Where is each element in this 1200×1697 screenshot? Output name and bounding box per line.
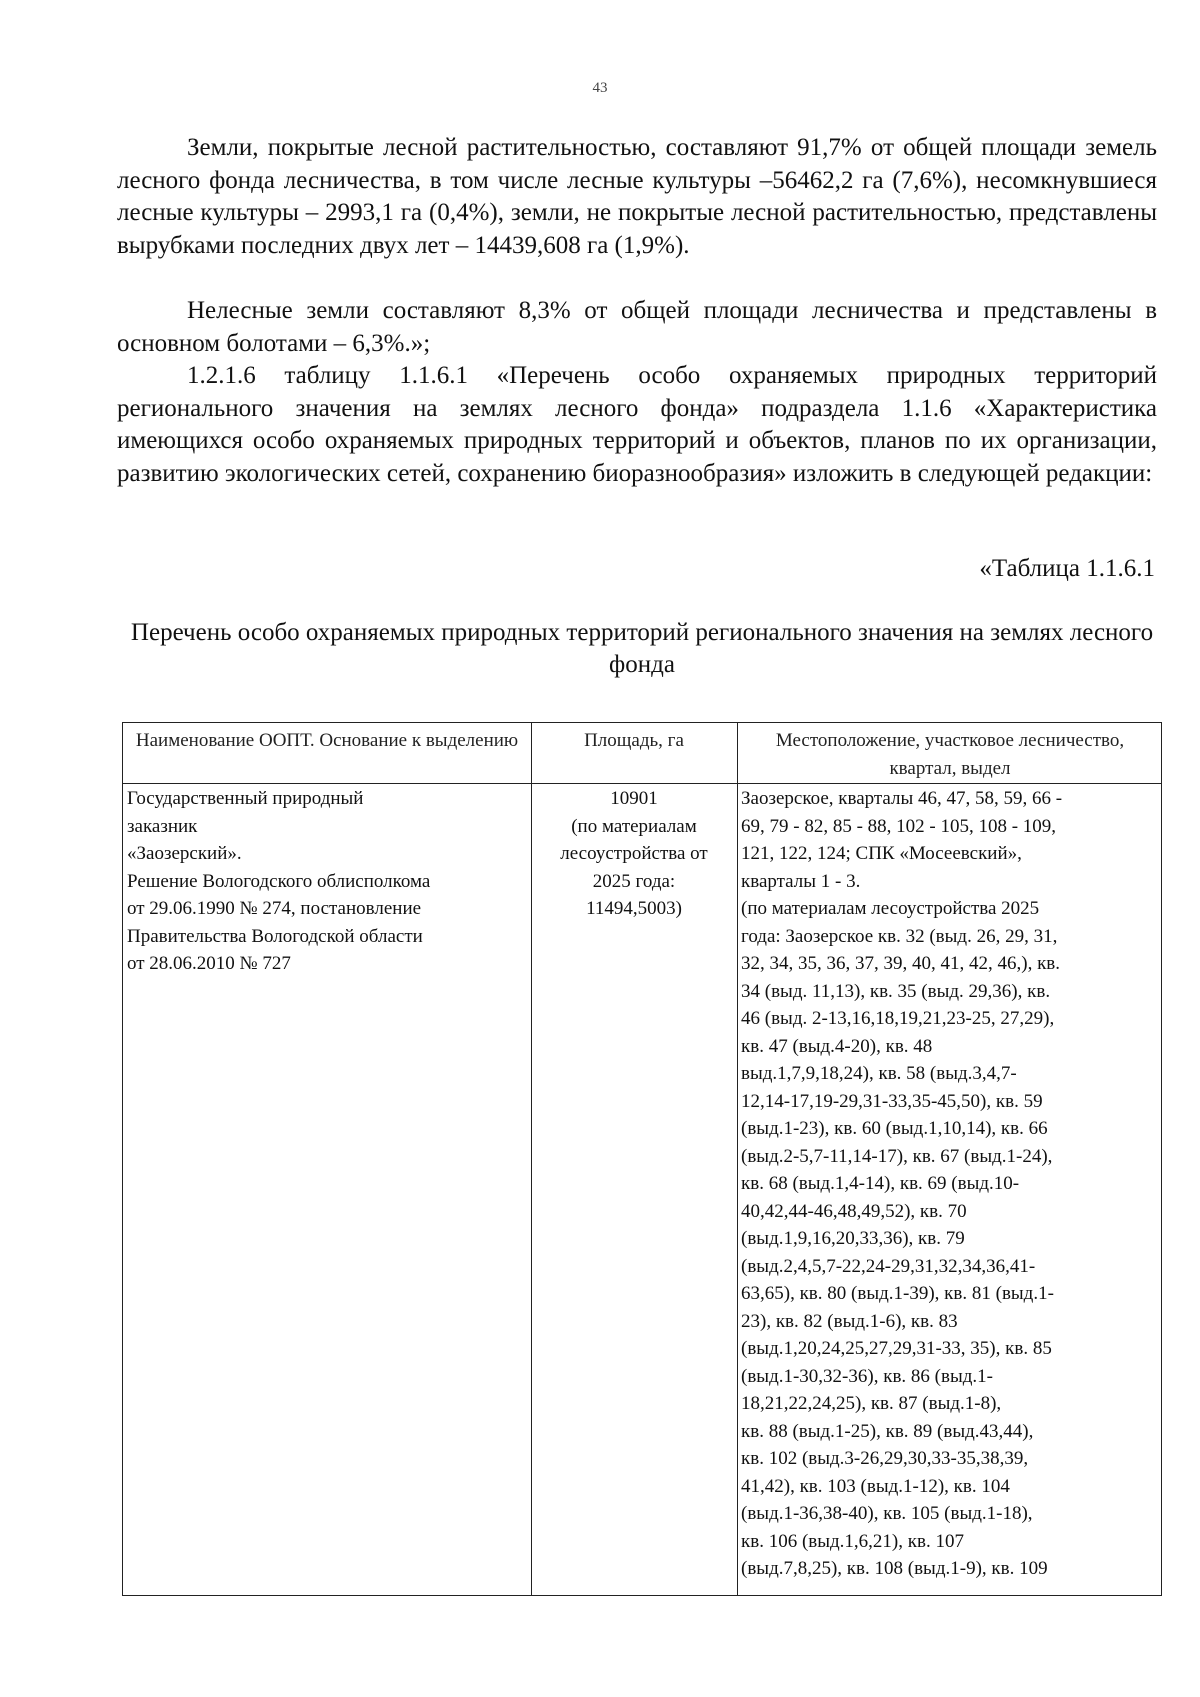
location-line: Заозерское, кварталы 46, 47, 58, 59, 66 - xyxy=(741,788,1063,809)
location-line: 34 (выд. 11,13), кв. 35 (выд. 29,36), кв. xyxy=(741,980,1051,1002)
name-line: от 29.06.1990 № 274, постановление xyxy=(127,898,422,919)
protected-areas-table xyxy=(122,722,1162,1596)
location-line: кв. 102 (выд.3-26,29,30,33-35,38,39, xyxy=(741,1448,1029,1469)
location-line: 18,21,22,24,25), кв. 87 (выд.1-8), xyxy=(741,1393,1002,1414)
location-line: 23), кв. 82 (выд.1-6), кв. 83 xyxy=(741,1310,958,1332)
location-line: 46 (выд. 2-13,16,18,19,21,23-25, 27,29), xyxy=(741,1008,1055,1029)
location-line: (выд.1-23), кв. 60 (выд.1,10,14), кв. 66 xyxy=(741,1118,1048,1139)
location-line: (выд.1-30,32-36), кв. 86 (выд.1- xyxy=(741,1365,993,1387)
location-line: (выд.1-36,38-40), кв. 105 (выд.1-18), xyxy=(741,1503,1033,1524)
table-title: Перечень особо охраняемых природных территорий регионального значения на землях лесного фонда xyxy=(130,619,1154,678)
location-line: (выд.2-5,7-11,14-17), кв. 67 (выд.1-24), xyxy=(741,1145,1053,1167)
area-line: 11494,5003) xyxy=(586,898,682,919)
location-line: выд.1,7,9,18,24), кв. 58 (выд.3,4,7- xyxy=(741,1063,1017,1084)
header-location: Местоположение, участковое лесничество, квартал, выдел xyxy=(775,730,1125,779)
paragraph-nonforest-lands: Нелесные земли составляют 8,3% от общей площади лесничества и представлены в основном болотами – 6,3%.»; xyxy=(117,297,1157,357)
name-line: Государственный природный xyxy=(127,788,364,809)
location-line: кварталы 1 - 3. xyxy=(741,870,861,892)
column-divider xyxy=(531,723,532,1595)
location-line: (по материалам лесоустройства 2025 xyxy=(741,898,1040,919)
cell-area xyxy=(535,785,733,923)
location-line: (выд.1,9,16,20,33,36), кв. 79 xyxy=(741,1228,965,1249)
header-divider xyxy=(123,783,1161,784)
location-line: 121, 122, 124; СПК «Мосеевский», xyxy=(741,843,1022,864)
location-line: 69, 79 - 82, 85 - 88, 102 - 105, 108 - 109, xyxy=(741,815,1057,837)
header-area: Площадь, га xyxy=(584,730,684,751)
location-line: 40,42,44-46,48,49,52), кв. 70 xyxy=(741,1200,967,1222)
name-line: Решение Вологодского облисполкома xyxy=(127,870,431,892)
area-line: 2025 года: xyxy=(592,870,676,892)
location-line: (выд.7,8,25), кв. 108 (выд.1-9), кв. 109 xyxy=(741,1558,1048,1579)
location-line: (выд.2,4,5,7-22,24-29,31,32,34,36,41- xyxy=(741,1255,1036,1277)
cell-location xyxy=(741,785,1159,1593)
table-label: «Таблица 1.1.6.1 xyxy=(979,555,1155,582)
location-line: 32, 34, 35, 36, 37, 39, 40, 41, 42, 46,), кв. xyxy=(741,953,1061,974)
location-line: года: Заозерское кв. 32 (выд. 26, 29, 31, xyxy=(741,925,1058,947)
name-line: от 28.06.2010 № 727 xyxy=(127,953,291,974)
location-line: (выд.1,20,24,25,27,29,31-33, 35), кв. 85 xyxy=(741,1338,1052,1359)
area-line: (по материалам xyxy=(571,815,697,837)
location-line: 63,65), кв. 80 (выд.1-39), кв. 81 (выд.1- xyxy=(741,1283,1054,1304)
name-line: Правительства Вологодской области xyxy=(127,925,423,947)
name-line: «Заозерский». xyxy=(127,843,242,864)
location-line: кв. 106 (выд.1,6,21), кв. 107 xyxy=(741,1530,964,1552)
area-line: лесоустройства от xyxy=(560,843,708,864)
location-line: кв. 68 (выд.1,4-14), кв. 69 (выд.10- xyxy=(741,1173,1020,1194)
location-line: 41,42), кв. 103 (выд.1-12), кв. 104 xyxy=(741,1475,1010,1497)
area-line: 10901 xyxy=(610,788,658,809)
header-name: Наименование ООПТ. Основание к выделению xyxy=(135,730,519,751)
name-line: заказник xyxy=(127,815,198,837)
paragraph-amendment: 1.2.1.6 таблицу 1.1.6.1 «Перечень особо охраняемых природных территорий регионального значения на землях лесного фонда» подраздела 1.1.6 «Характеристика имеющихся особо охраняемых природных территорий и объектов, планов по их организации, развитию экологических сетей, сохранению биоразнообразия» изложить в следующей редакции: xyxy=(117,362,1157,487)
location-line: 12,14-17,19-29,31-33,35-45,50), кв. 59 xyxy=(741,1090,1043,1112)
cell-name xyxy=(127,785,527,978)
location-line: кв. 88 (выд.1-25), кв. 89 (выд.43,44), xyxy=(741,1420,1034,1442)
location-line: кв. 47 (выд.4-20), кв. 48 xyxy=(741,1035,933,1057)
column-divider xyxy=(737,723,738,1595)
paragraph-forest-lands: Земли, покрытые лесной растительностью, составляют 91,7% от общей площади земель лесного фонда лесничества, в том числе лесные культуры –56462,2 га (7,6%), несомкнувшиеся лесные культуры – 2993,1 га (0,4%), земли, не покрытые лесной растительностью, представлены вырубками последних двух лет – 14439,608 га (1,9%). xyxy=(117,134,1157,259)
page-number: 43 xyxy=(592,80,608,96)
